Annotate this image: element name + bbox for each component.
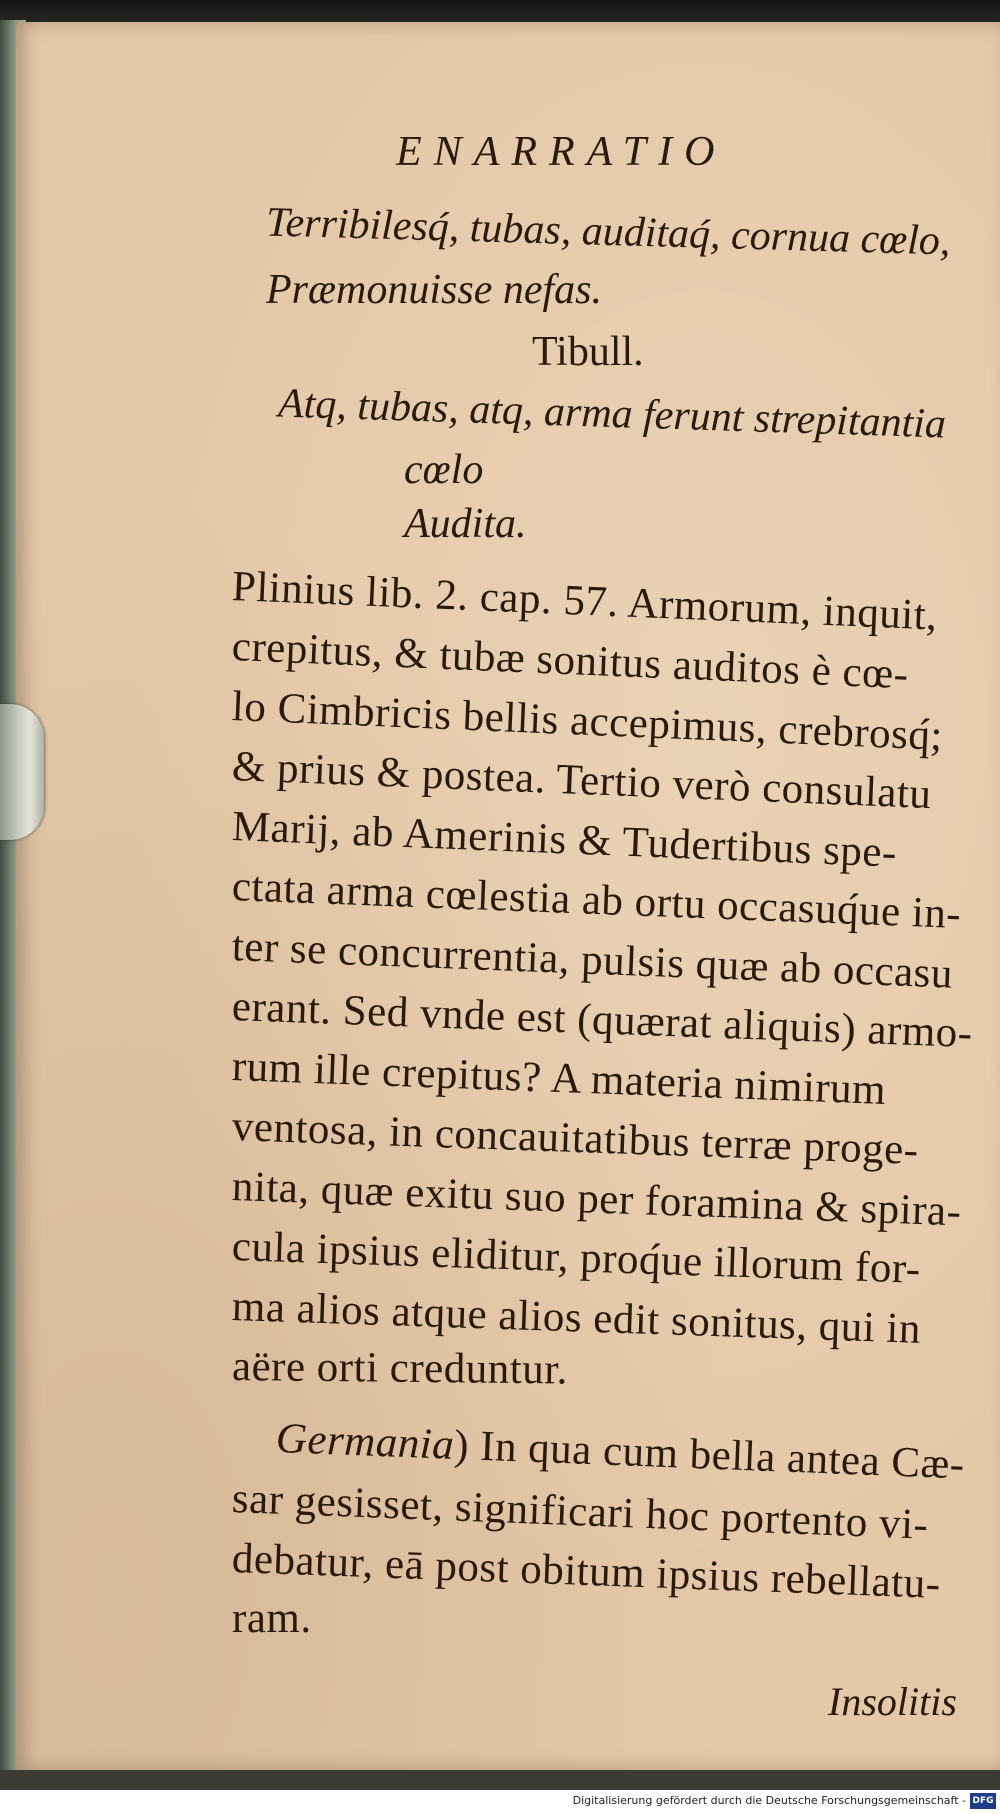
verse-line: cœlo — [404, 447, 484, 493]
paragraph-line: lo Cimbricis bellis accepimus, crebrosq́; — [231, 683, 944, 760]
verse-line: Audita. — [404, 501, 527, 547]
paragraph-line: sar gesisset, significari hoc portento vi- — [231, 1475, 930, 1549]
paragraph-line: ter se concurrentia, pulsis quæ ab occasu — [231, 923, 954, 998]
verse-line: Terribilesq́, tubas, auditaq́, cornua cœlo, — [265, 199, 952, 265]
paragraph-line: erant. Sed vnde est (quærat aliquis) armo- — [231, 983, 974, 1058]
scan-bottom-border — [0, 1770, 1000, 1790]
book-page — [16, 22, 1000, 1770]
paragraph-line: rum ille crepitus? A materia nimirum — [231, 1043, 887, 1114]
page-text — [16, 22, 1000, 1770]
paragraph-line: ma alios atque alios edit sonitus, qui in — [231, 1283, 922, 1353]
paragraph-line: cula ipsius eliditur, proq́ue illorum for- — [231, 1223, 922, 1293]
verse-line: Atq, tubas, atq, arma ferunt strepitantia — [277, 380, 947, 448]
verse-line: Præmonuisse nefas. — [266, 267, 602, 313]
attribution: Tibull. — [532, 329, 644, 375]
paragraph-line-rest: ) In qua cum bella antea Cæ- — [453, 1421, 966, 1489]
paragraph-line: ctata arma cœlestia ab ortu occasuq́ue in- — [231, 863, 963, 938]
paragraph-line: Marij, ab Amerinis & Tudertibus spe- — [231, 803, 898, 877]
paragraph-line: ram. — [232, 1595, 312, 1642]
lemma-word: Germania — [275, 1415, 456, 1469]
paragraph-line: ventosa, in concauitatibus terræ proge- — [231, 1103, 920, 1174]
paragraph-line — [275, 1414, 965, 1489]
catchword: Insolitis — [828, 1679, 957, 1724]
book-clasp — [0, 704, 44, 840]
paragraph-line: Plinius lib. 2. cap. 57. Armorum, inquit, — [231, 563, 939, 640]
footer-credit-text: Digitalisierung gefördert durch die Deutsche Forschungsgemeinschaft - — [572, 1794, 966, 1807]
paragraph-line: nita, quæ exitu suo per foramina & spira- — [231, 1163, 963, 1236]
running-head: ENARRATIO — [396, 129, 727, 175]
paragraph-line: crepitus, & tubæ sonitus auditos è cœ- — [231, 623, 910, 699]
footer-credit-bar — [0, 1790, 1000, 1814]
paragraph-line: & prius & postea. Tertio verò consulatu — [231, 743, 933, 819]
paragraph-line: debatur, eā post obitum ipsius rebellatu- — [231, 1535, 942, 1608]
paragraph-line: aëre orti creduntur. — [231, 1343, 569, 1394]
dfg-logo: DFG — [970, 1793, 996, 1809]
